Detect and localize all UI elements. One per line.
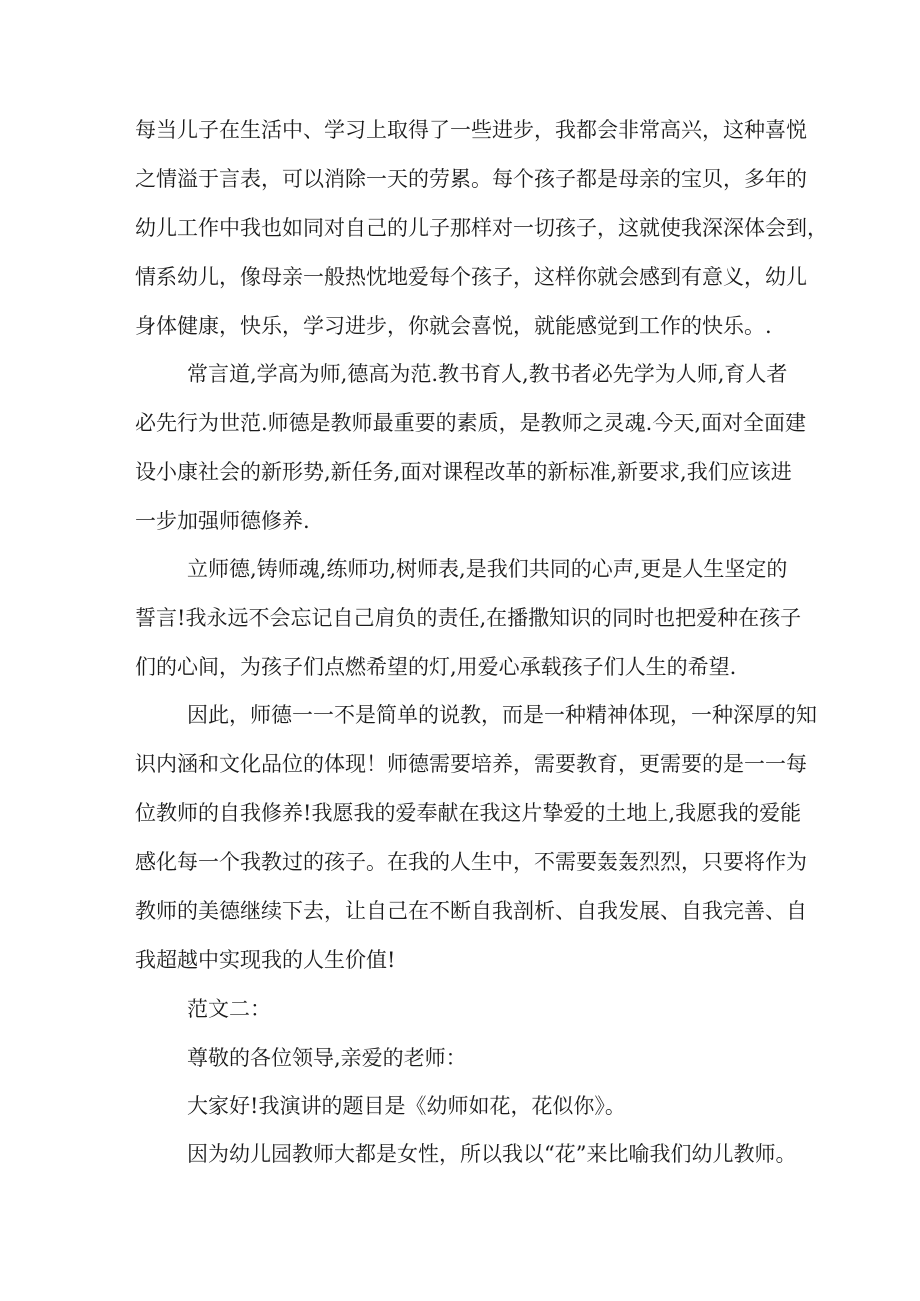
text-line: 识内涵和文化品位的体现！师德需要培养，需要教育，更需要的是一一每 [135,752,807,776]
section-heading: 范文二： [187,997,271,1021]
text-line: 位教师的自我修养!我愿我的爱奉献在我这片挚爱的土地上,我愿我的爱能 [135,801,802,825]
text-line: 感化每一个我教过的孩子。在我的人生中，不需要轰轰烈烈，只要将作为 [135,850,807,874]
text-line: 因此，师德一一不是简单的说教，而是一种精神体现，一种深厚的知 [187,703,817,727]
text-line: 我超越中实现我的人生价值! [135,948,396,972]
text-line: 之情溢于言表，可以消除一天的劳累。每个孩子都是母亲的宝贝，多年的 [135,167,807,191]
text-line: 们的心间，为孩子们点燃希望的灯,用爱心承载孩子们人生的希望. [135,655,737,679]
text-line: 大家好!我演讲的题目是《幼师如花，花似你》。 [187,1094,626,1118]
text-line: 设小康社会的新形势,新任务,面对课程改革的新标准,新要求,我们应该进 [135,460,792,484]
text-line: 情系幼儿，像母亲一般热忱地爱每个孩子，这样你就会感到有意义，幼儿 [135,265,807,289]
text-line: 因为幼儿园教师大都是女性，所以我以“花”来比喻我们幼儿教师。 [187,1142,797,1166]
text-line: 一步加强师德修养. [135,509,310,533]
text-line: 教师的美德继续下去，让自己在不断自我剖析、自我发展、自我完善、自 [135,899,807,923]
text-line: 身体健康，快乐，学习进步，你就会喜悦，就能感觉到工作的快乐。. [135,314,772,338]
text-line: 必先行为世范.师德是教师最重要的素质，是教师之灵魂.今天,面对全面建 [135,411,807,435]
text-line: 常言道,学高为师,德高为范.教书育人,教书者必先学为人师,育人者 [187,362,788,386]
text-line: 誓言!我永远不会忘记自己肩负的责任,在播撒知识的同时也把爱种在孩子 [135,606,802,630]
text-line: 立师德,铸师魂,练师功,树师表,是我们共同的心声,更是人生坚定的 [187,557,788,581]
text-line: 幼儿工作中我也如同对自己的儿子那样对一切孩子，这就使我深深体会到， [135,216,828,240]
salutation: 尊敬的各位领导,亲爱的老师： [187,1046,467,1070]
text-line: 每当儿子在生活中、学习上取得了一些进步，我都会非常高兴，这种喜悦 [135,118,807,142]
